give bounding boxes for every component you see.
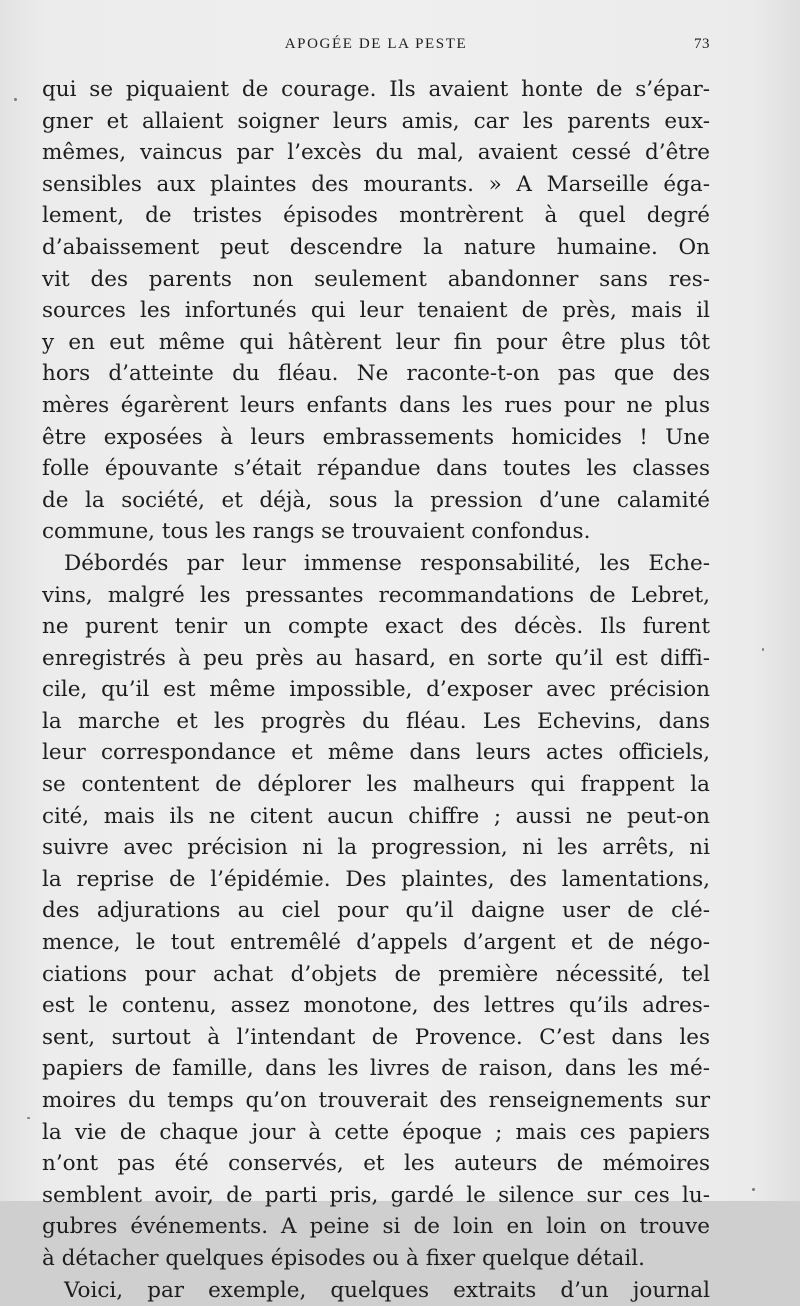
scan-speck [14,98,17,101]
text-line: gubres événements. A peine si de loin en loin on trouve [42,1214,710,1240]
text-line: la reprise de l’épidémie. Des plaintes, des lamentations, [42,866,710,892]
scan-speck [762,648,764,651]
page-number: 73 [694,36,710,52]
text-line: la marche et les progrès du fléau. Les Echevins, dans [42,708,710,734]
running-head [42,36,710,56]
text-line: enregistrés à peu près au hasard, en sorte qu’il est diffi- [42,645,710,671]
text-line: ne purent tenir un compte exact des décès. Ils furent [42,614,710,640]
text-line: hors d’atteinte du fléau. Ne raconte-t-on pas que des [42,361,710,387]
text-line: est le contenu, assez monotone, des lettres qu’ils adres- [42,993,710,1019]
text-line: commune, tous les rangs se trouvaient confondus. [42,519,591,545]
text-line: être exposées à leurs embrassements homicides ! Une [42,424,710,450]
text-line: suivre avec précision ni la progression, ni les arrêts, ni [42,835,710,861]
text-line: des adjurations au ciel pour qu’il daigne user de clé- [42,898,710,924]
text-line: ciations pour achat d’objets de première nécessité, tel [42,961,710,987]
text-line: mères égarèrent leurs enfants dans les rues pour ne plus [42,392,710,418]
text-line: n’ont pas été conservés, et les auteurs de mémoires [42,1151,710,1177]
text-line: lement, de tristes épisodes montrèrent à quel degré [42,203,710,229]
text-line: papiers de famille, dans les livres de raison, dans les mé- [42,1056,710,1082]
text-line: Voici, par exemple, quelques extraits d’un journal [64,1277,710,1303]
text-line: se contentent de déplorer les malheurs qui frappent la [42,772,710,798]
text-line: vit des parents non seulement abandonner sans res- [42,266,710,292]
body-text [42,74,710,1306]
text-line: leur correspondance et même dans leurs actes officiels, [42,740,710,766]
scan-speck [752,1188,755,1191]
running-head-title: APOGÉE DE LA PESTE [284,36,468,52]
text-line: mêmes, vaincus par l’excès du mal, avaient cessé d’être [42,140,710,166]
text-line: folle épouvante s’était répandue dans toutes les classes [42,456,710,482]
text-line: moires du temps qu’on trouverait des renseignements sur [42,1088,710,1113]
text-line: gner et allaient soigner leurs amis, car les parents eux- [42,108,710,134]
text-line: qui se piquaient de courage. Ils avaient honte de s’épar- [42,77,710,102]
text-line: sensibles aux plaintes des mourants. » A Marseille éga- [42,171,710,197]
text-line: mence, le tout entremêlé d’appels d’argent et de négo- [42,930,710,956]
text-line: de la société, et déjà, sous la pression d’une calamité [42,487,710,513]
text-line: Débordés par leur immense responsabilité, les Eche- [64,550,710,576]
text-line: y en eut même qui hâtèrent leur fin pour être plus tôt [42,329,710,355]
text-line: cité, mais ils ne citent aucun chiffre ; aussi ne peut-on [42,803,710,829]
text-line: à détacher quelques épisodes ou à fixer quelque détail. [42,1245,645,1271]
text-line: sent, surtout à l’intendant de Provence. C’est dans les [42,1024,710,1050]
text-line: la vie de chaque jour à cette époque ; mais ces papiers [42,1119,710,1145]
text-line: cile, qu’il est même impossible, d’exposer avec précision [42,677,710,703]
scan-speck [27,1117,30,1119]
text-line: sources les infortunés qui leur tenaient de près, mais il [42,298,710,324]
text-line: d’abaissement peut descendre la nature humaine. On [42,234,710,260]
text-line: vins, malgré les pressantes recommandations de Lebret, [42,582,710,608]
text-line: semblent avoir, de parti pris, gardé le silence sur ces lu- [42,1182,710,1208]
